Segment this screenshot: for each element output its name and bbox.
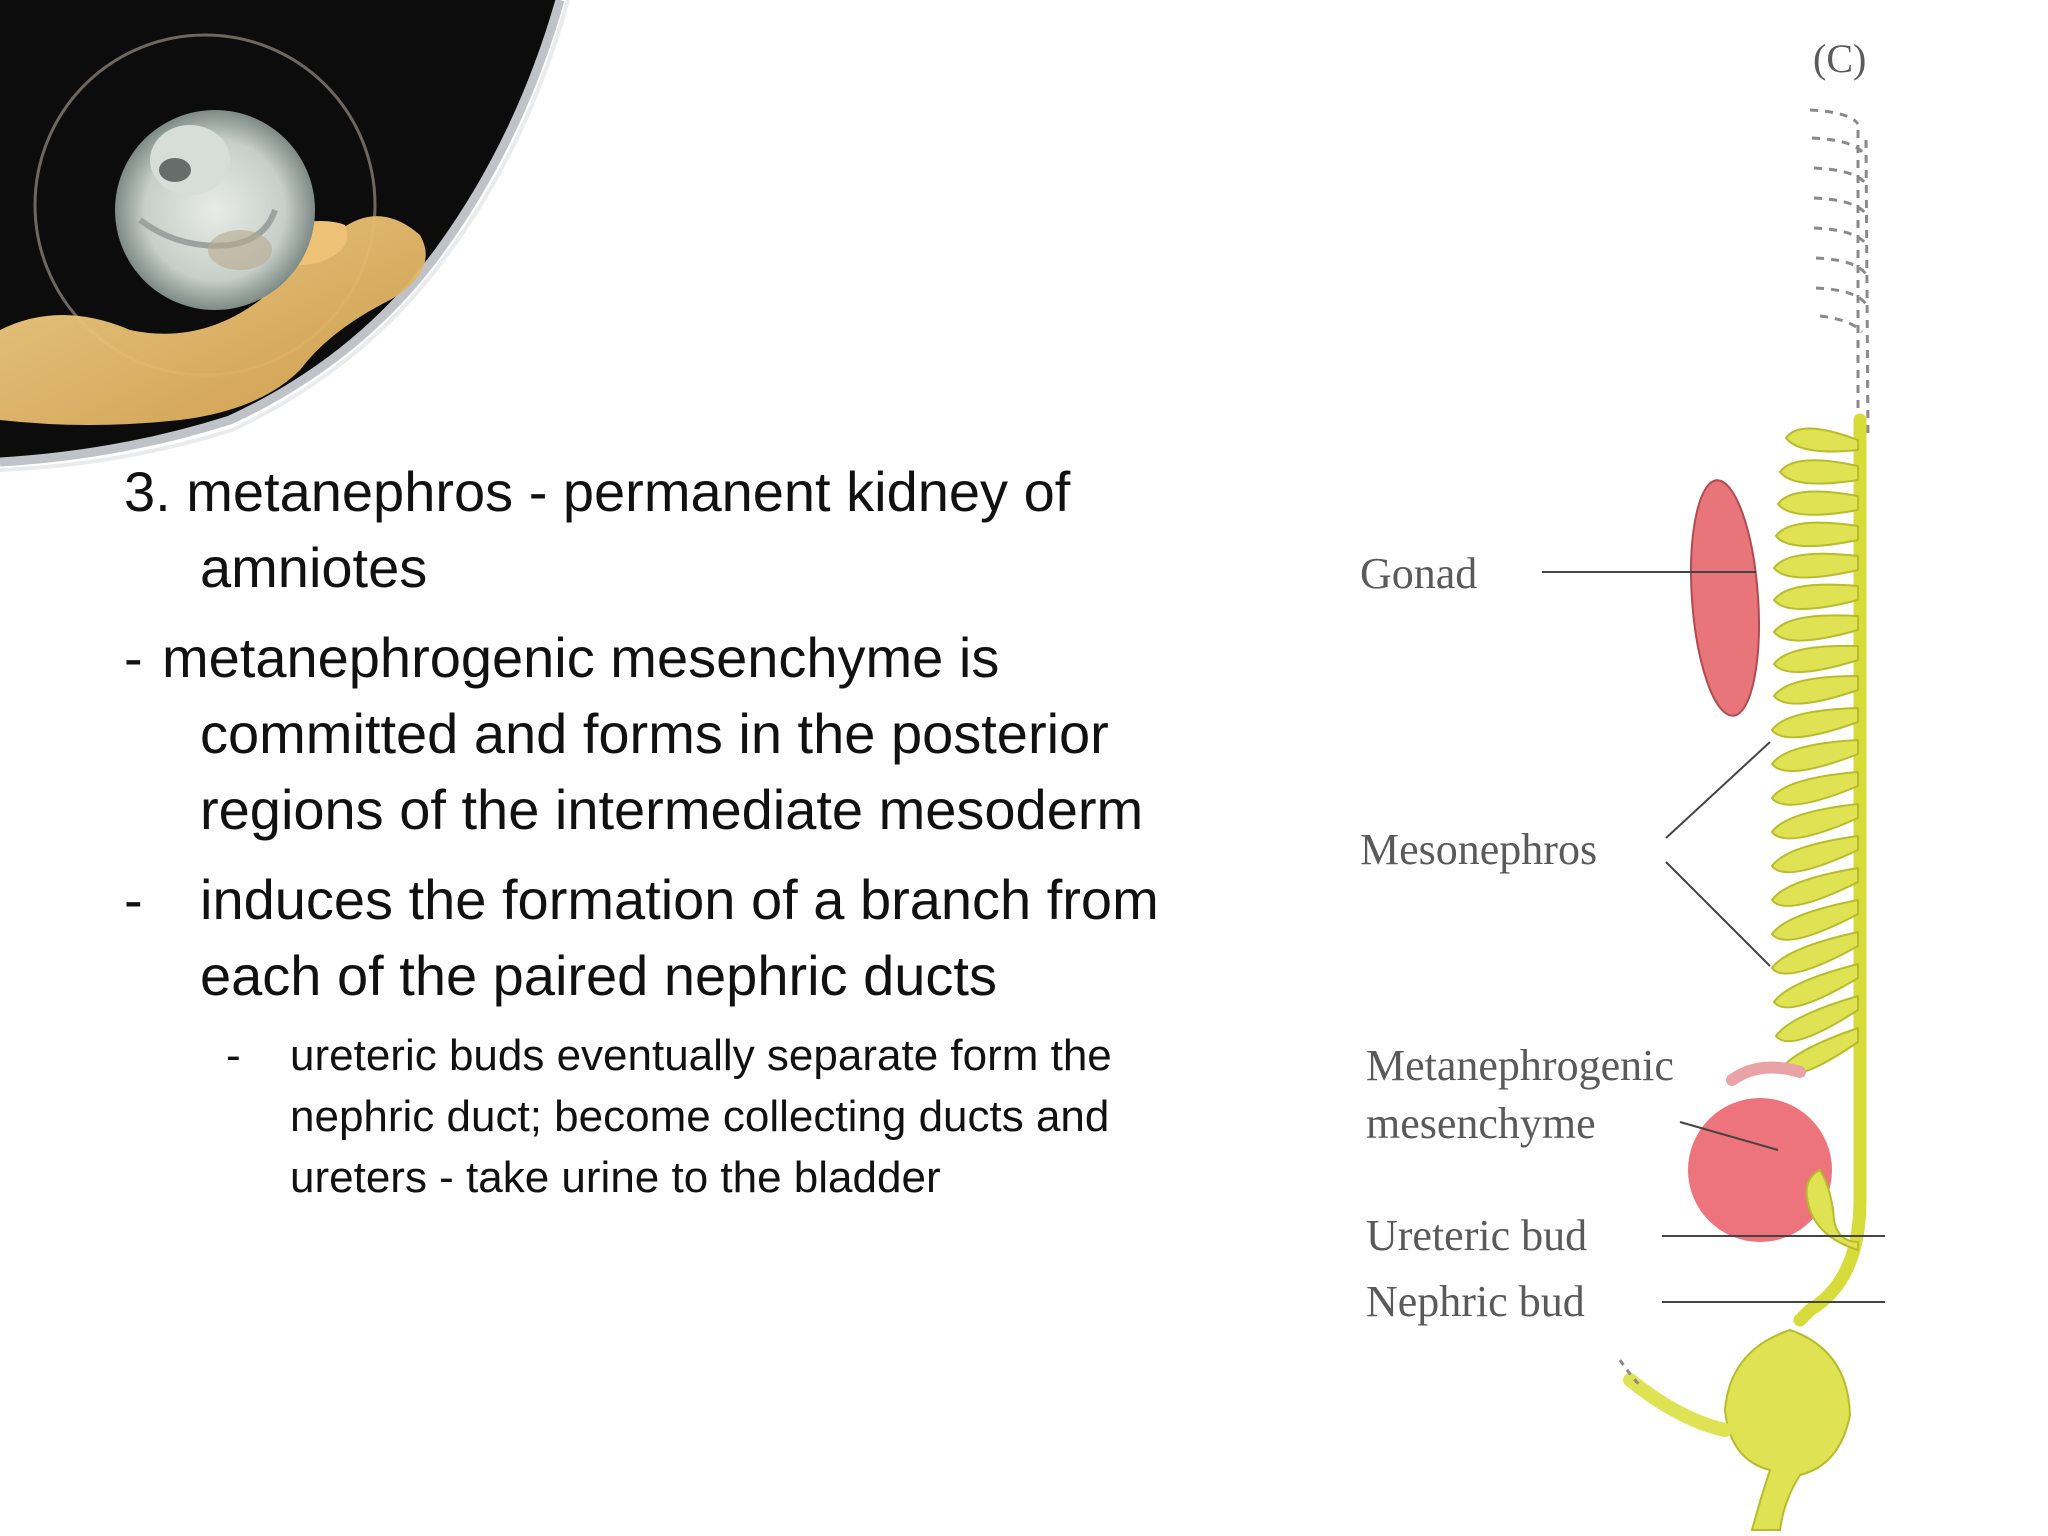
kidney-development-diagram	[1360, 20, 2040, 1536]
mesonephros-label: Mesonephros	[1360, 825, 1598, 874]
left-duct-stub	[1630, 1380, 1725, 1430]
sub-bullet-line-2: nephric duct; become collecting ducts and	[290, 1092, 1110, 1141]
bullet-1-line-1: metanephrogenic mesenchyme is	[162, 626, 1000, 689]
bullet-2-line-1: induces the formation of a branch from	[200, 868, 1159, 931]
gonad-label: Gonad	[1360, 549, 1478, 598]
mesonephric-tubules	[1772, 428, 1858, 1074]
bullet-2-line-2: each of the paired nephric ducts	[200, 944, 997, 1007]
bullet-dash: -	[124, 626, 143, 689]
cloaca-shape	[1725, 1330, 1850, 1530]
metanephrogenic-label-line-2: mesenchyme	[1366, 1099, 1596, 1148]
bullet-1-line-2: committed and forms in the posterior	[200, 702, 1109, 765]
pronephros-dashed-tubules	[1810, 110, 1868, 440]
mesenchyme-band	[1732, 1068, 1800, 1081]
sub-bullet-dash: -	[226, 1031, 241, 1080]
gonad-shape	[1684, 478, 1766, 718]
nephric-bud-label: Nephric bud	[1366, 1277, 1585, 1326]
bullet-1-line-3: regions of the intermediate mesoderm	[200, 778, 1144, 841]
heading-line-2: amniotes	[200, 536, 428, 599]
sub-bullet-line-3: ureters - take urine to the bladder	[290, 1153, 941, 1202]
heading-line-1: 3. metanephros - permanent kidney of	[124, 460, 1071, 523]
metanephrogenic-label-line-1: Metanephrogenic	[1366, 1041, 1674, 1090]
panel-label: (C)	[1813, 36, 1867, 81]
bullet-dash: -	[124, 868, 143, 931]
metanephrogenic-mesenchyme-shape	[1688, 1098, 1832, 1242]
sub-bullet-line-1: ureteric buds eventually separate form the	[290, 1031, 1112, 1080]
ureteric-bud-label: Ureteric bud	[1366, 1211, 1588, 1260]
